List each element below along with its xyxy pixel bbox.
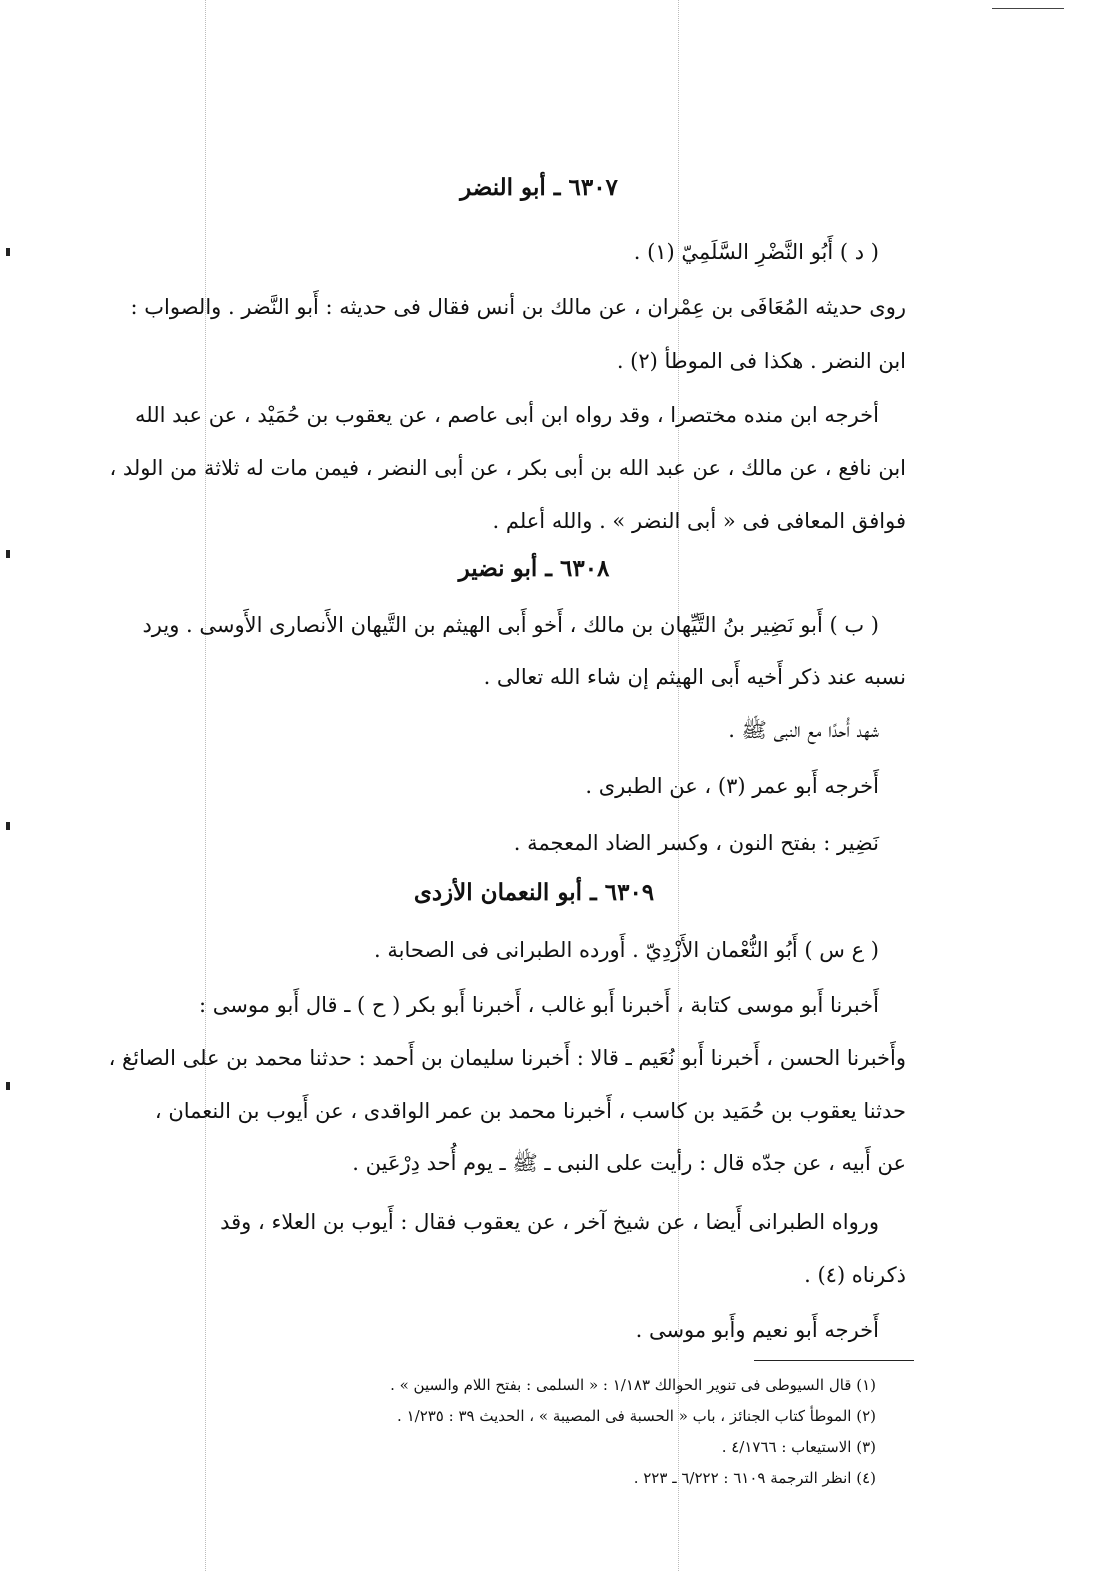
entry-line: أَخبرنا أَبو موسى كتابة ، أَخبرنا أَبو غالب ، أَخبرنا أَبو بكر ( ح ) ـ قال أَبو موسى : (199, 993, 879, 1017)
entry-line: ورواه الطبرانى أَيضا ، عن شيخ آخر ، عن يعقوب فقال : أَيوب بن العلاء ، وقد (220, 1210, 879, 1234)
entry-line: روى حديثه المُعَافَى بن عِمْران ، عن مالك بن أنس فقال فى حديثه : أَبو النَّضر . والصواب : (130, 295, 906, 319)
footnote: (٣) الاستيعاب : ٤/١٧٦٦ . (721, 1438, 876, 1456)
footnote-rule (754, 1360, 914, 1361)
footnote: (١) قال السيوطى فى تنوير الحوالك ١/١٨٣ : « السلمى : بفتح اللام والسين » . (390, 1376, 876, 1394)
margin-mark (6, 550, 10, 558)
entry-line: شهد أُحدًا مع النبى ﷺ . (728, 718, 879, 742)
entry-line: حدثنا يعقوب بن حُمَيد بن كاسب ، أَخبرنا محمد بن عمر الواقدى ، عن أَيوب بن النعمان ، (154, 1099, 906, 1123)
margin-mark (6, 248, 10, 256)
entry-line: وأَخبرنا الحسن ، أَخبرنا أَبو نُعَيم ـ قالا : أَخبرنا سليمان بن أَحمد : حدثنا محمد بن على الصائغ ، (108, 1046, 906, 1070)
entry-heading: ٦٣٠٩ ـ أبو النعمان الأزدى (413, 879, 655, 906)
top-rule (992, 8, 1064, 9)
entry-line: نَضِير : بفتح النون ، وكسر الضاد المعجمة . (513, 831, 879, 855)
entry-line: أخرجه ابن منده مختصرا ، وقد رواه ابن أبى عاصم ، عن يعقوب بن حُمَيْد ، عن عبد الله (135, 403, 879, 427)
entry-line: أَخرجه أَبو عمر (٣) ، عن الطبرى . (585, 774, 879, 798)
entry-line: عن أَبيه ، عن جدّه قال : رأيت على النبى ـ ﷺ ـ يوم أُحد دِرْعَين . (352, 1151, 906, 1175)
entry-line: ( ب ) أَبو نَضِير بنُ التَّيِّهان بن مالك ، أَخو أَبى الهيثم بن التَّيهان الأَنصارى الأَوسى . ويرد (142, 613, 879, 637)
entry-line: أَخرجه أَبو نعيم وأَبو موسى . (635, 1318, 879, 1342)
entry-line: فوافق المعافى فى « أبى النضر » . والله أعلم . (492, 509, 906, 533)
margin-mark (6, 1082, 10, 1090)
entry-line: ( ع س ) أَبُو النُّعْمان الأَزْدِيّ . أَورده الطبرانى فى الصحابة . (373, 938, 879, 962)
margin-mark (6, 822, 10, 830)
entry-line: ابن النضر . هكذا فى الموطأ (٢) . (616, 349, 906, 373)
footnote: (٤) انظر الترجمة ٦١٠٩ : ٦/٢٢٢ ـ ٢٢٣ . (633, 1469, 876, 1487)
entry-heading: ٦٣٠٨ ـ أبو نضير (458, 555, 610, 582)
scan-fold-line (205, 0, 206, 1571)
entry-line: ( د ) أَبُو النَّضْرِ السَّلَمِيّ (١) . (633, 240, 879, 264)
entry-line: نسبه عند ذكر أَخيه أَبى الهيثم إن شاء الله تعالى . (483, 665, 906, 689)
entry-line: ذكرناه (٤) . (804, 1263, 906, 1287)
footnote: (٢) الموطأ كتاب الجنائز ، باب « الحسبة فى المصيبة » ، الحديث ٣٩ : ١/٢٣٥ . (397, 1407, 876, 1425)
entry-line: ابن نافع ، عن مالك ، عن عبد الله بن أبى بكر ، عن أبى النضر ، فيمن مات له ثلاثة من الولد ، (109, 456, 906, 480)
entry-heading: ٦٣٠٧ ـ أبو النضر (460, 174, 618, 201)
